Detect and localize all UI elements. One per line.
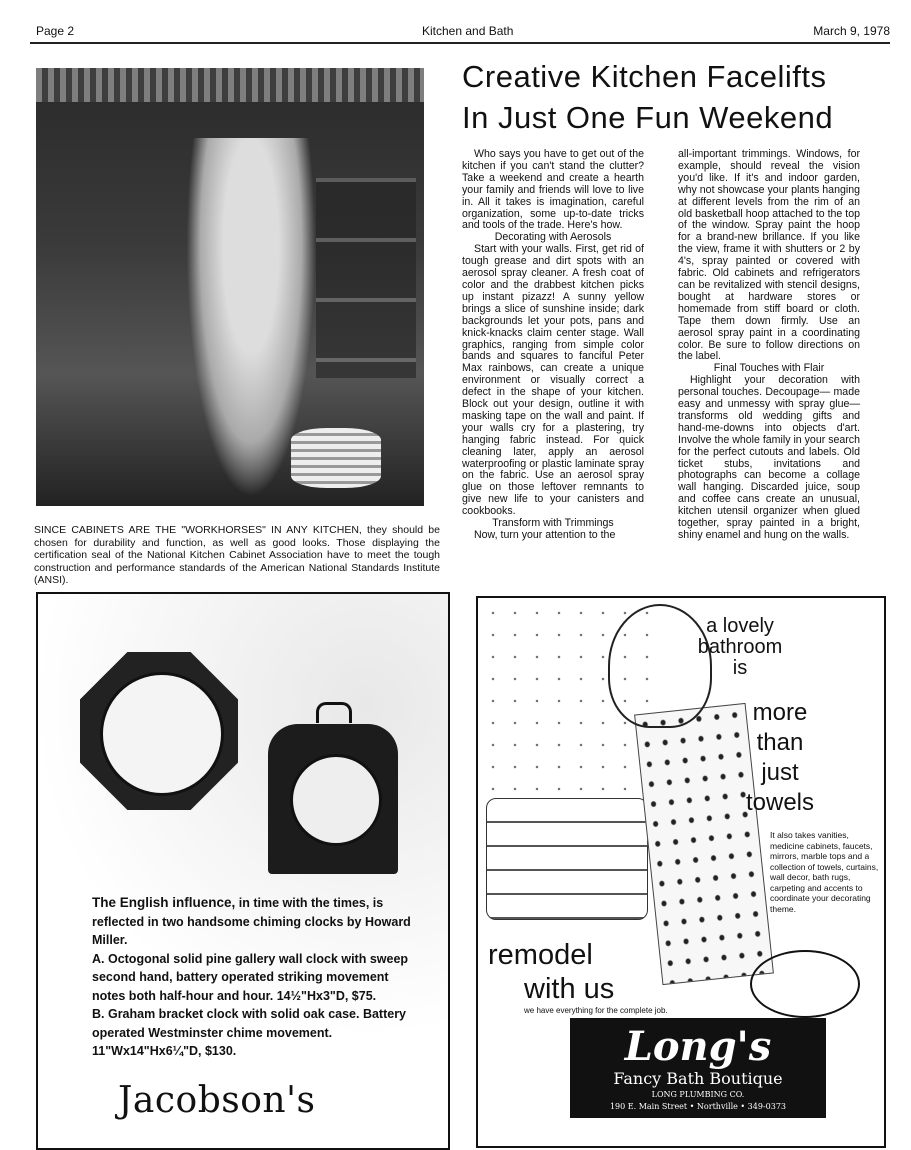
clock-ad-intro: in time with the times, is reflected in two handsome chiming clocks by Howard Miller.	[92, 896, 411, 947]
article-paragraph: all-important trimmings. Windows, for example, should reveal the vision you'd like. If it's and indoor garden, why not showcase your plants hanging at different levels from the rim of an old basketball hoop attached to the top of the window. Spray paint the hoop for a brand-new brillance. If you like the view, frame it with shutters or 2 by 4's, spray painted or covered with fabric. Old cabinets and refrigerators can be revitalized with stencil designs, bought at hardware stores or homemade from stiff board or cloth. Tape them down firmly. Use an aerosol spray paint in a coordinating color. Be sure to follow directions on the label.	[678, 148, 860, 363]
bathtub-icon	[750, 950, 860, 1018]
clock-face-icon	[290, 754, 382, 846]
issue-date: March 9, 1978	[813, 24, 890, 38]
clock-ad-item-a: A. Octogonal solid pine gallery wall clock with sweep second hand, battery operated striking movement notes both half-hour and hour. 14½"Hx3"D, $75.	[92, 951, 409, 1003]
bath-headline	[680, 616, 800, 679]
big-word: than	[756, 729, 804, 756]
photo-caption: SINCE CABINETS ARE THE "WORKHORSES" IN ANY KITCHEN, they should be chosen for durability and function, as well as good looks. Those displaying the certification seal of the National Kitchen Cabinet Association have to meet the tough construction and performance standards of the American National Standards Institute (ANSI).	[34, 524, 440, 586]
kitchen-photo	[36, 68, 424, 506]
clock-ad-copy	[92, 894, 412, 1061]
article-paragraph: Highlight your decoration with personal touches. Decoupage— made easy and unmessy with spray glue—transforms old wedding gifts and hand-me-downs into objects d'art. Involve the whole family in your search for the perfect cutouts and labels. Old ticket stubs, invitations and photographs can become a collage wall hanging. Discarded juice, soup and coffee cans create an unusual, kitchen utensil organizer when glued together, spray painted in a bright, shiny enamel and hung on the walls.	[678, 374, 860, 541]
tagline: we have everything for the complete job.	[524, 1006, 668, 1015]
article-subhead: Final Touches with Flair	[713, 362, 825, 375]
article-paragraph: Start with your walls. First, get rid of tough grease and dirt spots with an aerosol spray cleaner. A fresh coat of color and the drabbest kitchen picks up instant pizazz! A sunny yellow brings a slice of sunshine inside; dark backgrounds let your pots, pans and knick-knacks claim center stage. Wall graphics, ranging from simple color bands and squares to fanciful Peter Max rainbows, can create a unique environment or visually correct a defect in the shape of your kitchen. Block out your design, outline it with masking tape on the wall and paint. If your walls cry for a plastering, try hanging fabric instead. For quick cleaning later, apply an aerosol waterproofing or plastic laminate spray on the fabric. Use an aerosol spray glue on those leftover remnants to give new life to your canisters and cookbooks.	[462, 243, 644, 518]
longs-logo: Long's	[624, 1023, 772, 1070]
section-title: Kitchen and Bath	[422, 24, 514, 38]
article-paragraph: Who says you have to get out of the kitchen if you can't stand the clutter? Take a weekend and create a hearth your family and friends will love to live in. All it takes is imagination, careful organization, some up-to-date tricks and tools of the trade. Here's how.	[462, 148, 644, 232]
article-paragraph: Now, turn your attention to the	[474, 529, 616, 541]
big-word: more	[752, 699, 808, 726]
headline-word: is	[732, 657, 748, 679]
longs-logo-box	[570, 1018, 826, 1118]
page-header	[30, 24, 890, 42]
remodel-slogan	[488, 938, 614, 1006]
slogan-line: remodel	[488, 939, 593, 971]
headline-line-2: In Just One Fun Weekend	[462, 100, 834, 135]
article-headline	[462, 56, 892, 138]
company-name: LONG PLUMBING CO.	[651, 1090, 745, 1099]
slogan-line: with us	[524, 973, 615, 1005]
big-word: just	[761, 759, 799, 786]
big-word: towels	[745, 789, 815, 816]
cabinet-shelves	[316, 178, 416, 378]
clock-ad-lead: The English influence,	[92, 895, 236, 910]
headline-word: a lovely	[706, 615, 774, 637]
article-column-2	[678, 149, 860, 542]
bath-big-text	[730, 698, 830, 818]
page-number: Page 2	[36, 24, 75, 38]
clock-handle	[316, 702, 352, 723]
clock-face-icon	[100, 672, 224, 796]
headline-word: bathroom	[697, 636, 783, 658]
longs-subtitle: Fancy Bath Boutique	[613, 1069, 783, 1088]
plate-stack	[291, 428, 381, 488]
jacobsons-logo: Jacobson's	[118, 1080, 316, 1121]
clock-ad-item-b: B. Graham bracket clock with solid oak case. Battery operated Westminster chime movement. 11"Wx14"Hx6¼"D, $130.	[92, 1007, 407, 1058]
header-rule	[30, 42, 890, 44]
clock-advertisement	[36, 592, 450, 1150]
bath-small-copy: It also takes vanities, medicine cabinets, faucets, mirrors, marble tops and a collection of towels, curtains, wall decor, bath rugs, carpeting and accents to coordinate your decorating theme.	[770, 830, 879, 914]
wallpaper-border	[36, 68, 424, 102]
article-subhead: Transform with Trimmings	[492, 517, 614, 530]
towel-stack	[486, 798, 648, 920]
company-address: 190 E. Main Street • Northville • 349-0373	[609, 1102, 787, 1111]
article-subhead: Decorating with Aerosols	[494, 231, 612, 244]
bath-advertisement	[476, 596, 886, 1148]
headline-line-1: Creative Kitchen Facelifts	[462, 59, 827, 94]
article-column-1	[462, 149, 644, 542]
